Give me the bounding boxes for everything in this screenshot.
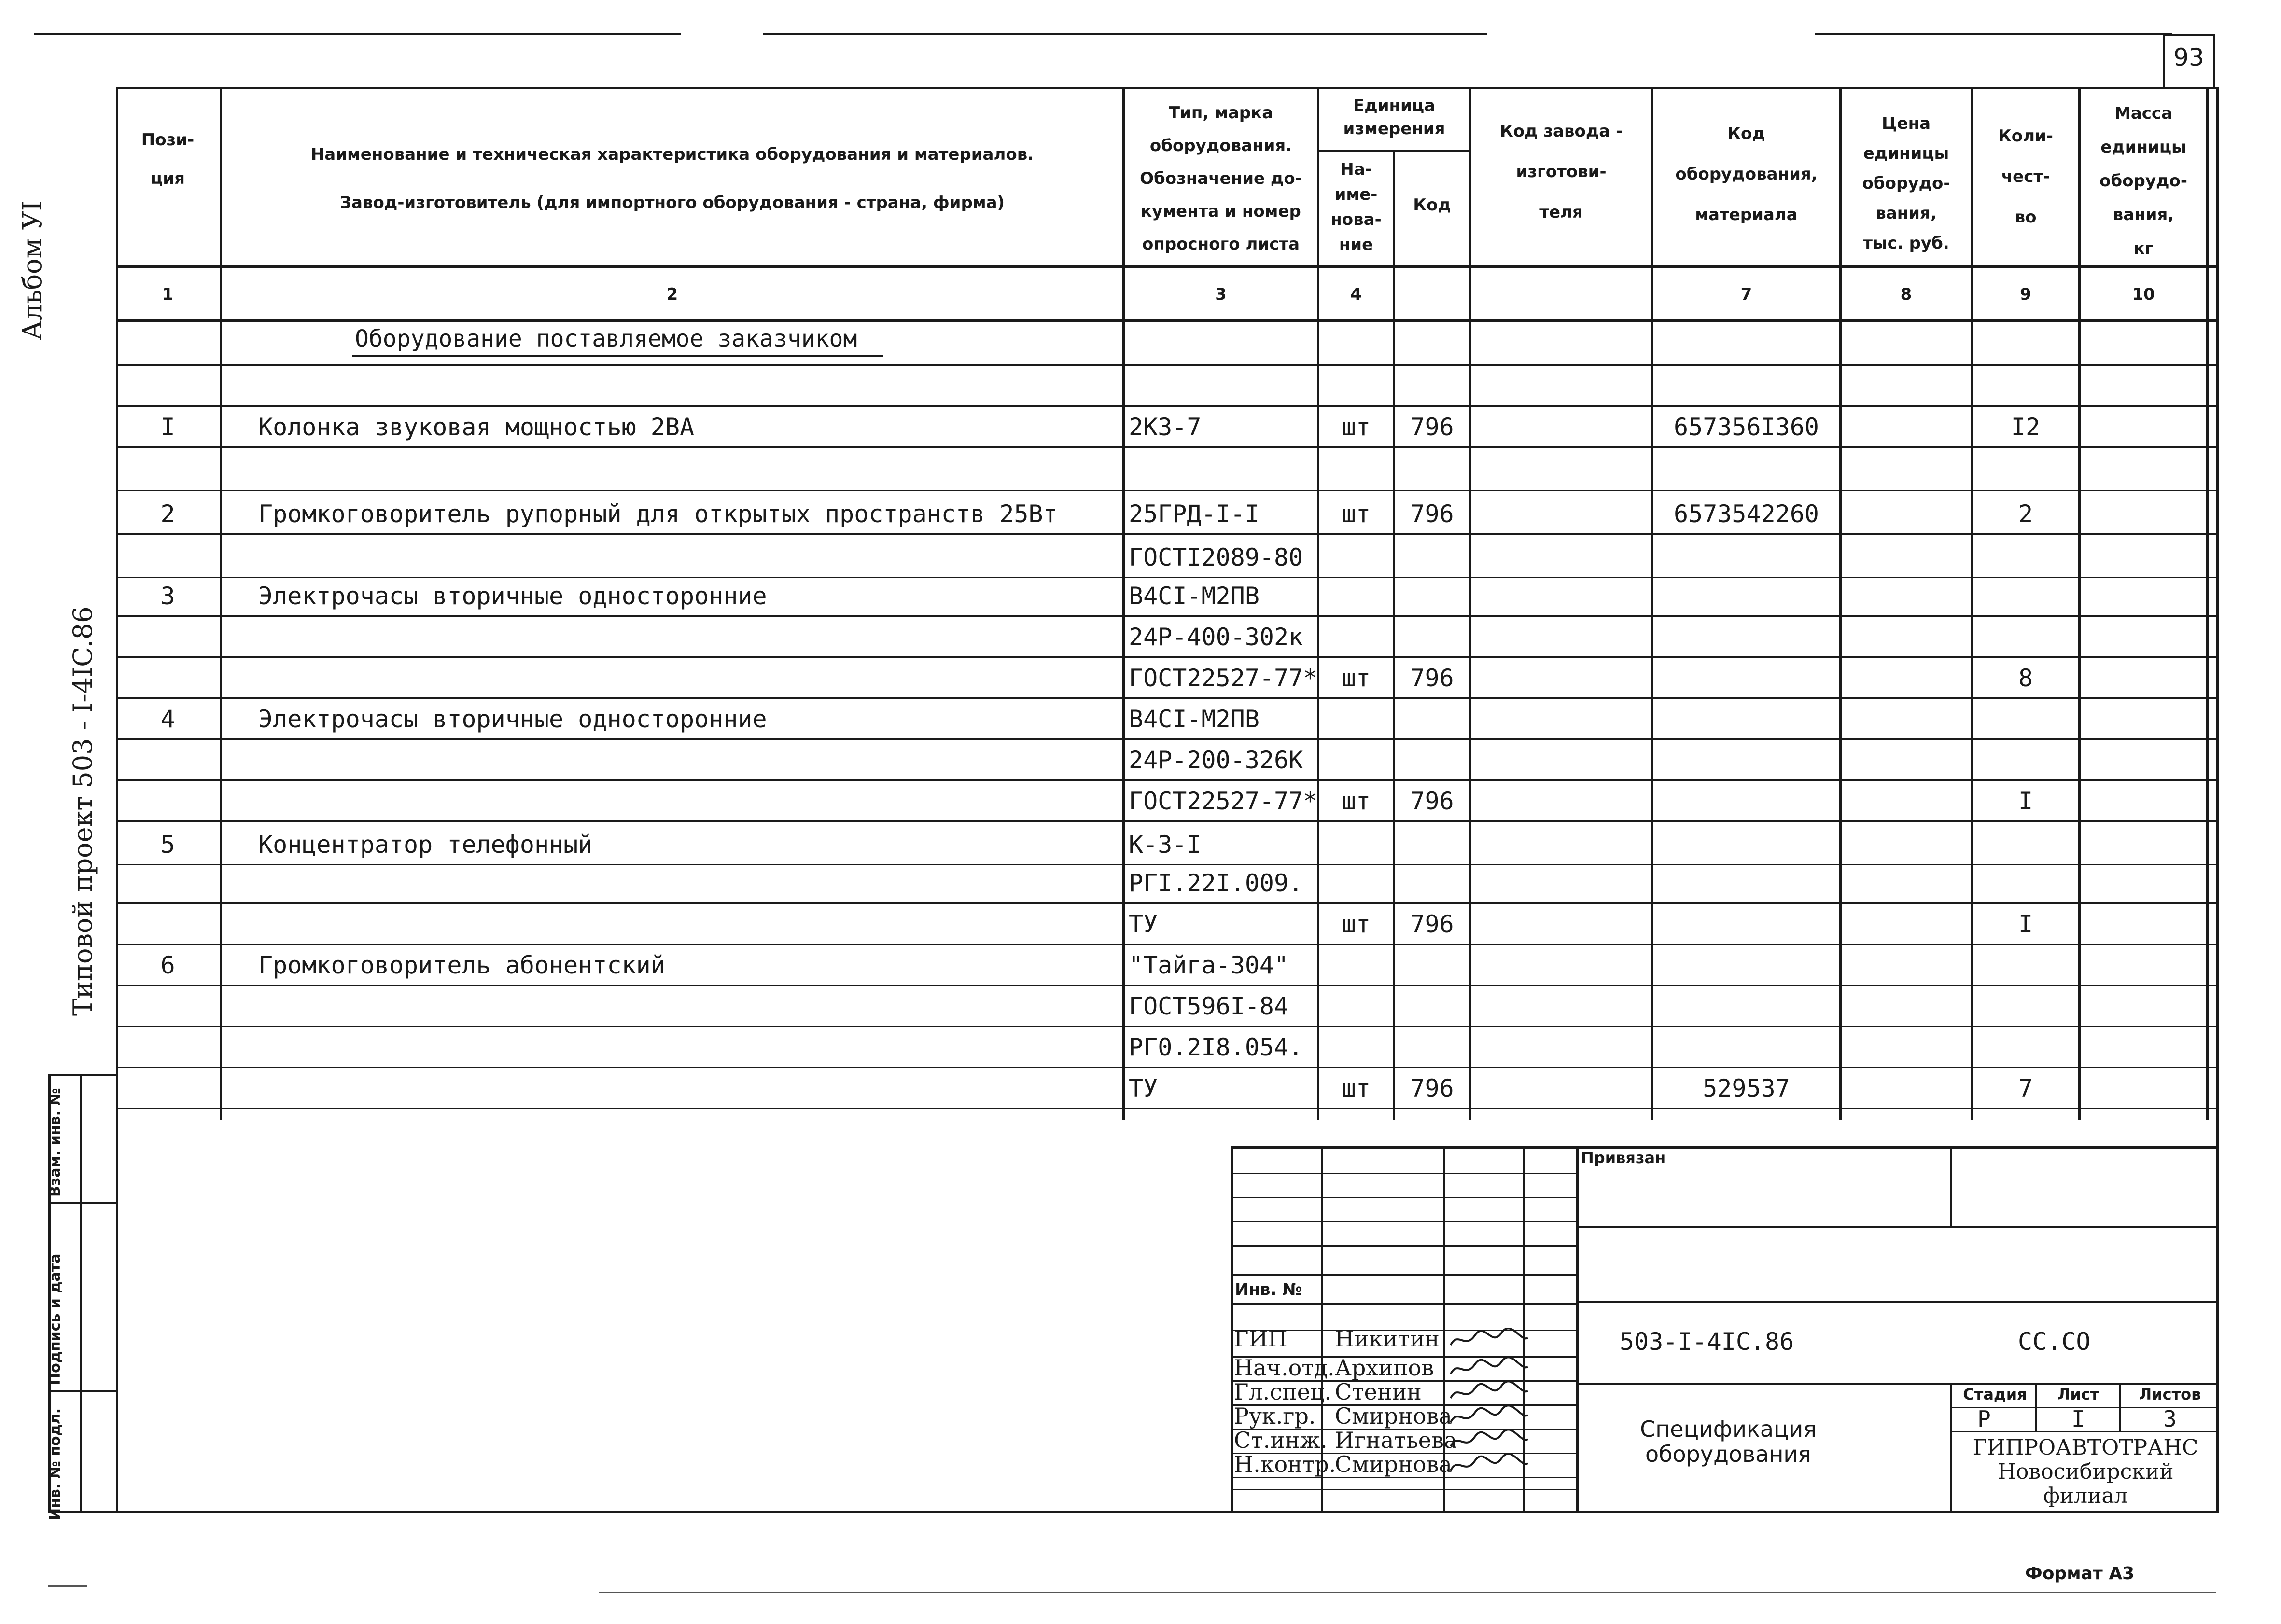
row-pos: 5 — [160, 831, 175, 859]
row-name: Колонка звуковая мощностью 2ВА — [258, 413, 695, 441]
row-type: РГ0.2I8.054. — [1129, 1033, 1303, 1061]
row-pos: 6 — [160, 951, 175, 979]
stamp-person-name: Смирнова — [1335, 1403, 1452, 1429]
row-equip-code: 6573542260 — [1673, 500, 1819, 528]
col-num-9: 9 — [2020, 285, 2031, 304]
row-name: Электрочасы вторичные односторонние — [258, 582, 767, 610]
row-name: Громкоговоритель рупорный для открытых пространств 25Вт — [258, 500, 1058, 528]
signature-scribble — [1448, 1328, 1530, 1352]
stamp-org — [1953, 1436, 2218, 1508]
col-num-2: 2 — [666, 285, 678, 304]
signature-scribble — [1448, 1381, 1530, 1405]
col-line-6 — [1651, 87, 1653, 1120]
row-pos: 4 — [160, 705, 175, 733]
row-code: 796 — [1410, 910, 1454, 938]
colnum-bottom-line — [116, 319, 2219, 322]
stamp-privyazan: Привязан — [1581, 1149, 1666, 1167]
stamp-org-line-2: Новосибирский — [1997, 1459, 2174, 1484]
stamp-row-line — [1231, 1489, 1578, 1490]
col-line-8 — [1971, 87, 1973, 1120]
row-equip-code: 657356I360 — [1673, 413, 1819, 441]
row-line — [116, 1108, 2219, 1109]
stamp-person-name: Никитин — [1335, 1326, 1440, 1352]
row-unit: шт — [1341, 664, 1371, 692]
stamp-role: Нач.отд. — [1234, 1355, 1335, 1381]
row-code: 796 — [1410, 500, 1454, 528]
col-num-1: 1 — [162, 285, 174, 304]
row-type: 25ГРД-I-I — [1129, 500, 1259, 528]
row-code: 796 — [1410, 664, 1454, 692]
row-qty: 2 — [2018, 500, 2033, 528]
signature-scribble — [1448, 1454, 1530, 1478]
stamp-h-title — [1576, 1383, 1950, 1385]
row-type: ГОСТ596I-84 — [1129, 992, 1289, 1020]
row-name: Концентратор телефонный — [258, 831, 593, 859]
stamp-sheets-label: Листов — [2139, 1385, 2201, 1403]
col-line-1 — [220, 87, 222, 1120]
row-line — [116, 533, 2219, 535]
stamp-row-line — [1231, 1221, 1578, 1222]
col-header-1: Пози- ция — [141, 130, 195, 188]
bottom-mark — [48, 1585, 87, 1587]
stamp-role: Гл.спец. — [1234, 1379, 1332, 1405]
row-type: 24Р-400-302к — [1129, 623, 1303, 651]
row-pos: 2 — [160, 500, 175, 528]
stamp-title: Спецификация оборудования — [1640, 1416, 1817, 1467]
row-qty: I — [2018, 787, 2033, 815]
stamp-sheet-code: СС.СО — [2018, 1328, 2091, 1356]
row-code: 796 — [1410, 1074, 1454, 1102]
row-line — [116, 577, 2219, 578]
row-line — [116, 985, 2219, 986]
stamp-doc-code: 503-I-4IC.86 — [1620, 1328, 1794, 1356]
stamp-sheets: 3 — [2163, 1406, 2177, 1432]
row-pos: I — [160, 413, 175, 441]
stamp-row-line — [1231, 1197, 1578, 1198]
top-border-line-3 — [1815, 33, 2172, 35]
col-line-4 — [1393, 150, 1395, 1120]
row-line — [116, 615, 2219, 617]
row-name: Электрочасы вторичные односторонние — [258, 705, 767, 733]
side-inv-replace: Взам. инв. № — [47, 1088, 64, 1197]
stamp-row-line — [1231, 1274, 1578, 1276]
row-unit: шт — [1341, 1074, 1371, 1102]
row-unit: шт — [1341, 787, 1371, 815]
row-line — [116, 656, 2219, 658]
col-num-4: 4 — [1350, 285, 1362, 304]
row-line — [116, 902, 2219, 904]
row-line — [116, 490, 2219, 491]
row-line — [116, 820, 2219, 822]
stamp-v6 — [1950, 1383, 1952, 1513]
row-type: В4СI-М2ПВ — [1129, 705, 1259, 733]
col-header-2: Наименование и техническая характеристика оборудования и материалов. Завод-изготовитель (для импортного оборудования - страна, фирма) — [310, 145, 1034, 212]
stamp-role: ГИП — [1234, 1326, 1287, 1352]
stamp-role: Н.контр. — [1234, 1451, 1336, 1477]
col-header-3: Тип, марка оборудования. Обозначение до- кумента и номер опросного листа — [1140, 103, 1302, 254]
signature-scribble — [1448, 1405, 1530, 1430]
stamp-org-line-3: филиал — [2043, 1484, 2128, 1508]
stamp-row-line — [1231, 1303, 1578, 1305]
section-title: Оборудование поставляемое заказчиком — [355, 325, 857, 352]
row-qty: I2 — [2011, 413, 2041, 441]
col-line-10 — [2206, 87, 2209, 1120]
row-unit: шт — [1341, 413, 1371, 441]
side-signature-date: Подпись и дата — [47, 1253, 64, 1385]
row-qty: I — [2018, 910, 2033, 938]
stamp-h-main — [1576, 1301, 2219, 1303]
album-label: Альбом УI — [17, 200, 47, 340]
side-cut-1 — [48, 1202, 116, 1204]
stamp-org-line-1: ГИПРОАВТОТРАНС — [1973, 1435, 2198, 1460]
row-code: 796 — [1410, 413, 1454, 441]
top-border-line — [34, 33, 681, 35]
col-header-4: Единица измерения — [1343, 96, 1445, 139]
row-code: 796 — [1410, 787, 1454, 815]
col-line-5 — [1469, 87, 1471, 1120]
col-num-10: 10 — [2132, 285, 2155, 304]
row-type: РГI.22I.009. — [1129, 869, 1303, 897]
stamp-inv-no: Инв. № — [1235, 1280, 1302, 1299]
format-label: Формат А3 — [2025, 1564, 2135, 1583]
project-label: Типовой проект 503 - I-4IC.86 — [68, 606, 98, 1016]
row-line — [116, 944, 2219, 945]
row-line — [116, 1067, 2219, 1068]
stamp-role: Рук.гр. — [1234, 1403, 1316, 1429]
col-header-10: Масса единицы оборудо- вания, кг — [2099, 104, 2187, 258]
row-unit: шт — [1341, 910, 1371, 938]
row-equip-code: 529537 — [1703, 1074, 1790, 1102]
row-type: ГОСТ22527-77* — [1129, 787, 1318, 815]
stamp-person-name: Архипов — [1335, 1355, 1434, 1381]
header-bottom-line — [116, 265, 2219, 268]
row-type: ГОСТI2089-80 — [1129, 543, 1303, 571]
col-header-9: Коли- чест- во — [1998, 126, 2053, 227]
row-type: ГОСТ22527-77* — [1129, 664, 1318, 692]
row-qty: 8 — [2018, 664, 2033, 692]
stamp-h-stage — [1950, 1383, 2219, 1385]
side-inv-original: Инв. № подл. — [47, 1408, 64, 1520]
row-line — [116, 446, 2219, 448]
row-type: ТУ — [1129, 910, 1158, 938]
stamp-h-priv — [1576, 1226, 2219, 1228]
row-pos: 3 — [160, 582, 175, 610]
stamp-sheet: I — [2071, 1406, 2085, 1432]
row-line — [116, 364, 2219, 366]
col-num-8: 8 — [1900, 285, 1912, 304]
row-type: 2К3-7 — [1129, 413, 1202, 441]
row-type: 24Р-200-326К — [1129, 746, 1303, 774]
row-line — [116, 697, 2219, 699]
bottom-line — [599, 1592, 2216, 1593]
col-header-8: Цена единицы оборудо- вания, тыс. руб. — [1862, 114, 1950, 253]
row-type: "Тайга-304" — [1129, 951, 1289, 979]
stamp-row-line — [1231, 1173, 1578, 1174]
row-qty: 7 — [2018, 1074, 2033, 1102]
row-line — [116, 779, 2219, 781]
stamp-row-line — [1231, 1245, 1578, 1247]
row-type: ТУ — [1129, 1074, 1158, 1102]
row-name: Громкоговоритель абонентский — [258, 951, 665, 979]
stamp-sheet-label: Лист — [2057, 1385, 2099, 1403]
row-line — [116, 738, 2219, 740]
col-header-4b: Код — [1413, 195, 1451, 215]
row-line — [116, 405, 2219, 407]
col-num-7: 7 — [1740, 285, 1752, 304]
col-header-7: Код оборудования, материала — [1675, 124, 1818, 224]
stamp-stage-label: Стадия — [1963, 1385, 2027, 1403]
unit-header-divider — [1317, 150, 1470, 152]
top-border-line-2 — [763, 33, 1487, 35]
stamp-person-name: Игнатьева — [1335, 1427, 1457, 1453]
row-line — [116, 864, 2219, 865]
stamp-v8 — [2119, 1383, 2121, 1431]
stamp-role: Ст.инж. — [1234, 1427, 1328, 1453]
stamp-person-name: Смирнова — [1335, 1451, 1452, 1477]
side-divider — [80, 1074, 82, 1513]
row-line — [116, 1026, 2219, 1027]
sheet-number: 93 — [2173, 43, 2204, 71]
section-title-underline — [352, 355, 883, 357]
signature-scribble — [1448, 1430, 1530, 1454]
row-unit: шт — [1341, 500, 1371, 528]
col-num-3: 3 — [1215, 285, 1227, 304]
col-header-4a: На- име- нова- ние — [1330, 160, 1382, 254]
stamp-person-name: Стенин — [1335, 1379, 1422, 1405]
stamp-v7 — [2035, 1383, 2037, 1431]
signature-scribble — [1448, 1357, 1530, 1381]
stamp-v5 — [1950, 1146, 1952, 1226]
row-type: К-3-I — [1129, 831, 1202, 859]
row-type: В4СI-М2ПВ — [1129, 582, 1259, 610]
col-header-6: Код завода - изготови- теля — [1499, 122, 1623, 222]
stamp-stage: Р — [1977, 1406, 1991, 1432]
